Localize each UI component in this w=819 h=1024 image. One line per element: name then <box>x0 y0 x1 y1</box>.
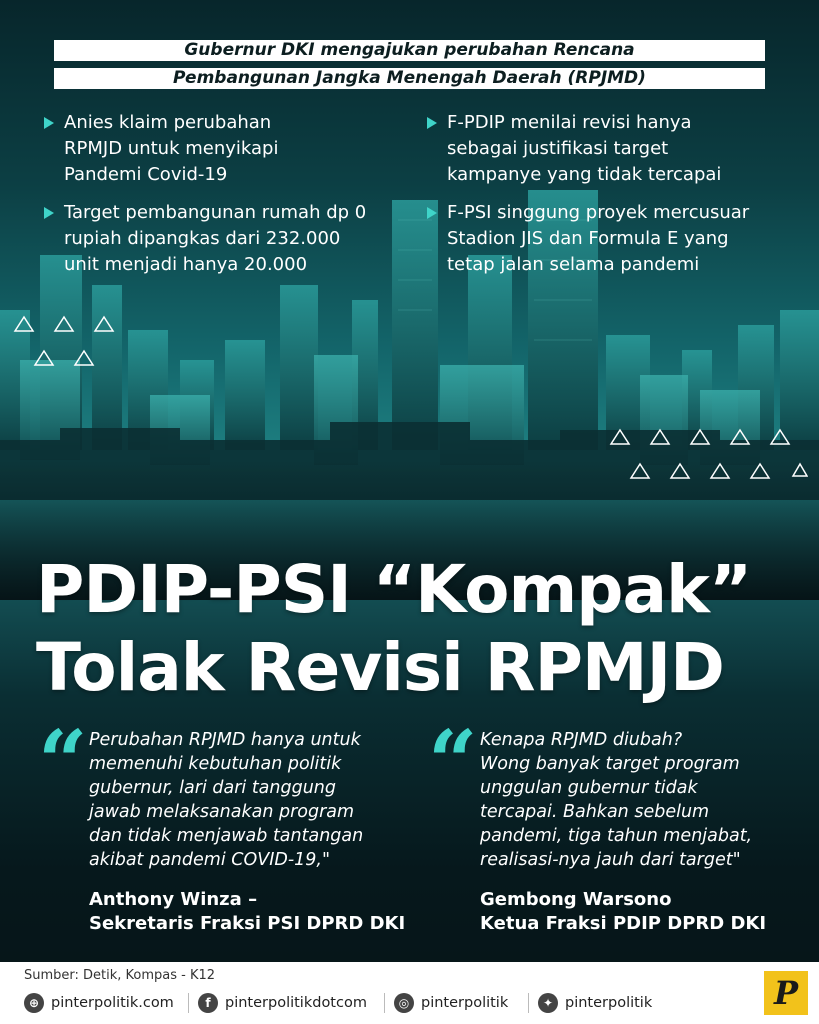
facebook-icon: f <box>198 993 218 1013</box>
triangle-pattern-left <box>12 315 122 371</box>
source-credit: Sumber: Detik, Kompas - K12 <box>24 968 216 983</box>
bullet-item <box>64 200 414 278</box>
bullet-text: Target pembangunan rumah dp 0 rupiah dipangkas dari 232.000 unit menjadi hanya 20.000 <box>64 202 367 275</box>
pinterpolitik-logo: P <box>764 971 808 1015</box>
bullet-text: Anies klaim perubahan RPMJD untuk menyikapi Pandemi Covid-19 <box>64 112 279 185</box>
triangle-bullet-icon <box>427 207 437 219</box>
triangle-bullet-icon <box>427 117 437 129</box>
triangle-pattern-right <box>608 428 808 484</box>
social-link-instagram[interactable] <box>394 990 508 1016</box>
social-label: pinterpolitikdotcom <box>225 995 367 1011</box>
quote-attribution-pdip: Gembong Warsono Ketua Fraksi PDIP DPRD DKI <box>480 889 767 934</box>
quote-text-psi: Perubahan RPJMD hanya untuk memenuhi kebutuhan politik gubernur, lari dari tanggung jawab melaksanakan program dan tidak menjawab tantangan akibat pandemi COVID-19," <box>89 730 364 870</box>
quote-text-pdip: Kenapa RPJMD diubah? Wong banyak target program unggulan gubernur tidak tercapai. Bahkan sebelum pandemi, tiga tahun menjabat, realisasi-nya jauh dari target" <box>480 730 753 870</box>
social-label: pinterpolitik.com <box>51 995 174 1011</box>
header-banner-line-1: Gubernur DKI mengajukan perubahan Rencana <box>54 40 765 61</box>
bullet-text: F-PSI singgung proyek mercusuar Stadion JIS dan Formula E yang tetap jalan selama pandemi <box>447 202 750 275</box>
quote-mark-icon: “ <box>38 712 88 813</box>
triangle-bullet-icon <box>44 117 54 129</box>
social-label: pinterpolitik <box>421 995 509 1011</box>
footer <box>0 962 819 1024</box>
divider <box>528 993 529 1013</box>
twitter-icon: ✦ <box>538 993 558 1013</box>
header-banner-line-2: Pembangunan Jangka Menengah Daerah (RPJMD) <box>54 68 765 89</box>
headline-line-2: Tolak Revisi RPMJD <box>36 629 724 706</box>
quote-mark-icon: “ <box>428 712 478 813</box>
headline-line-1: PDIP-PSI “Kompak” <box>36 551 752 628</box>
quote-attribution-psi: Anthony Winza – Sekretaris Fraksi PSI DPRD DKI <box>89 889 406 934</box>
instagram-icon: ◎ <box>394 993 414 1013</box>
social-link-website[interactable] <box>24 990 174 1016</box>
divider <box>384 993 385 1013</box>
bullet-item <box>64 110 404 188</box>
bullet-item <box>447 110 797 188</box>
social-link-twitter[interactable] <box>538 990 652 1016</box>
bullet-text: F-PDIP menilai revisi hanya sebagai justifikasi target kampanye yang tidak tercapai <box>447 112 722 185</box>
social-link-facebook[interactable] <box>198 990 367 1016</box>
triangle-bullet-icon <box>44 207 54 219</box>
divider <box>188 993 189 1013</box>
globe-icon: ⊕ <box>24 993 44 1013</box>
social-label: pinterpolitik <box>565 995 653 1011</box>
bullet-item <box>447 200 807 278</box>
